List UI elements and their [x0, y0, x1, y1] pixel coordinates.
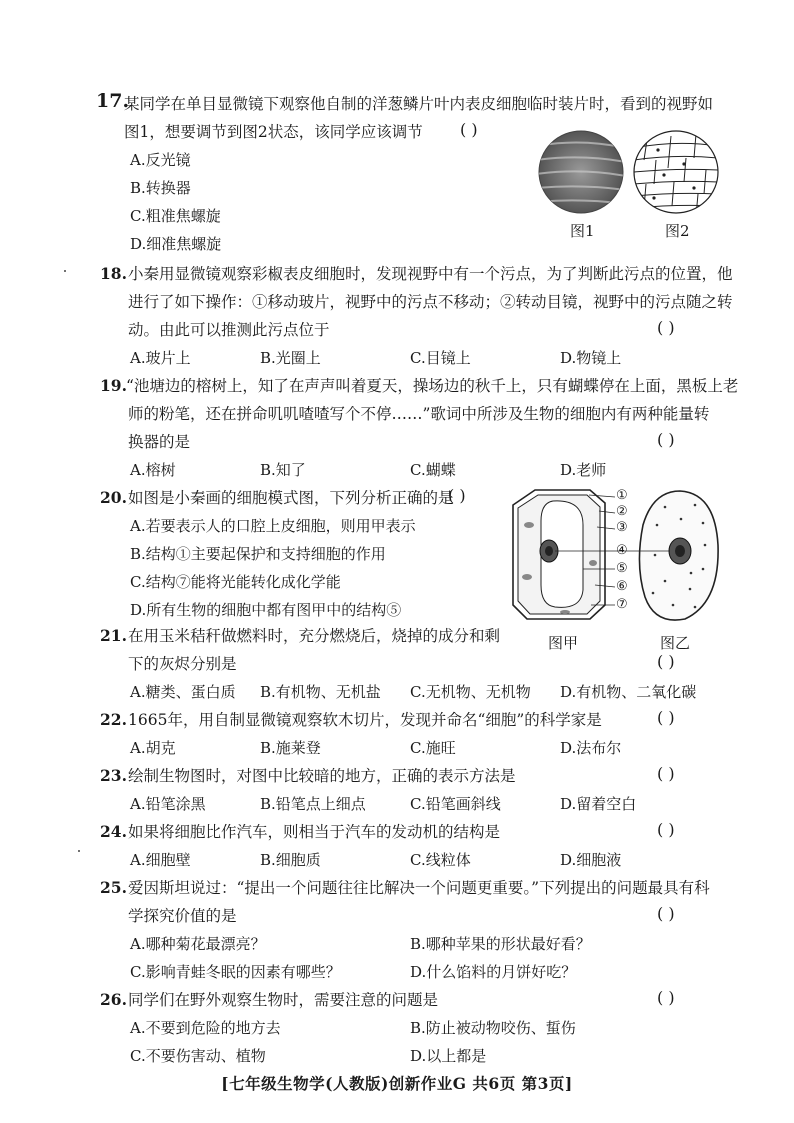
question-text: 1665年，用自制显微镜观察软木切片，发现并命名“细胞”的科学家是 [128, 711, 602, 729]
option-d: D.细准焦螺旋 [130, 235, 222, 253]
label-1: ① [616, 488, 628, 503]
label-6: ⑥ [616, 579, 628, 594]
label-4: ④ [616, 543, 628, 558]
question-text: 进行了如下操作：①移动玻片，视野中的污点不移动；②转动目镜，视野中的污点随之转 [128, 293, 733, 311]
question-number: 21. [100, 626, 127, 645]
option-b: B.铅笔点上细点 [260, 795, 366, 813]
question-text: 爱因斯坦说过：“提出一个问题往往比解决一个问题更重要。”下列提出的问题最具有科 [128, 879, 710, 897]
option-a: A.反光镜 [130, 151, 191, 169]
option-b: B.施莱登 [260, 739, 321, 757]
question-number: 20. [100, 488, 127, 507]
option-a: A.胡克 [130, 739, 176, 757]
option-c: C.影响青蛙冬眠的因素有哪些？ [130, 963, 341, 981]
option-c: C.线粒体 [410, 851, 471, 869]
option-c: C.粗准焦螺旋 [130, 207, 221, 225]
option-d: D.所有生物的细胞中都有图甲中的结构⑤ [130, 601, 402, 619]
option-c: C.无机物、无机物 [410, 683, 531, 701]
figure-1-blurry-view [536, 131, 626, 213]
question-number: 22. [100, 710, 127, 729]
option-b: B.结构①主要起保护和支持细胞的作用 [130, 545, 386, 563]
question-text: 图1，想要调节到图2状态，该同学应该调节 [124, 123, 423, 141]
option-c: C.蝴蝶 [410, 461, 456, 479]
option-a: A.细胞壁 [130, 851, 191, 869]
label-2: ② [616, 504, 628, 519]
option-a: A.铅笔涂黑 [130, 795, 206, 813]
figure-1-caption: 图1 [570, 222, 595, 240]
option-a: A.若要表示人的口腔上皮细胞，则用甲表示 [130, 517, 416, 535]
question-text: 小秦用显微镜观察彩椒表皮细胞时，发现视野中有一个污点，为了判断此污点的位置，他 [128, 265, 733, 283]
option-d: D.老师 [560, 461, 607, 479]
question-number: 18. [100, 264, 127, 283]
option-b: B.细胞质 [260, 851, 321, 869]
question-number: 25. [100, 878, 127, 897]
figure-2-clear-view [634, 131, 718, 216]
answer-blank: ( ) [657, 764, 675, 783]
option-d: D.留着空白 [560, 795, 637, 813]
option-b: B.知了 [260, 461, 306, 479]
answer-blank: ( ) [657, 904, 675, 923]
question-number: 19. [100, 376, 127, 395]
question-text: 动。由此可以推测此污点位于 [128, 321, 330, 339]
option-c: C.铅笔画斜线 [410, 795, 501, 813]
option-b: B.光圈上 [260, 349, 321, 367]
animal-cell-figure [615, 488, 718, 620]
question-text: 如果将细胞比作汽车，则相当于汽车的发动机的结构是 [128, 823, 501, 841]
answer-blank: ( ) [460, 120, 478, 139]
question-number: 17. [96, 90, 130, 112]
page-footer: [七年级生物学(人教版)创新作业G 共6页 第3页] [221, 1074, 573, 1093]
label-7: ⑦ [616, 597, 628, 612]
figure-2-caption: 图2 [665, 222, 690, 240]
figure-a-caption: 图甲 [548, 634, 579, 652]
answer-blank: ( ) [657, 820, 675, 839]
option-d: D.细胞液 [560, 851, 622, 869]
question-text: 在用玉米秸秆做燃料时，充分燃烧后，烧掉的成分和剩 [128, 627, 501, 645]
microscope-view-figures [536, 128, 726, 218]
option-c: C.施旺 [410, 739, 456, 757]
question-text: 如图是小秦画的细胞模式图，下列分析正确的是 [128, 489, 454, 507]
option-a: A.糖类、蛋白质 [130, 683, 236, 701]
option-d: D.以上都是 [410, 1047, 487, 1065]
question-number: 23. [100, 766, 127, 785]
option-b: B.防止被动物咬伤、蜇伤 [410, 1019, 576, 1037]
answer-blank: ( ) [657, 430, 675, 449]
label-5: ⑤ [616, 561, 628, 576]
scan-speck [78, 850, 80, 852]
answer-blank: ( ) [657, 708, 675, 727]
answer-blank: ( ) [448, 486, 466, 505]
question-text: 同学们在野外观察生物时，需要注意的问题是 [128, 991, 439, 1009]
option-d: D.物镜上 [560, 349, 622, 367]
option-b: B.转换器 [130, 179, 191, 197]
question-text: 换器的是 [128, 433, 191, 451]
answer-blank: ( ) [657, 318, 675, 337]
option-c: C.结构⑦能将光能转化成化学能 [130, 573, 341, 591]
option-c: C.目镜上 [410, 349, 471, 367]
option-c: C.不要伤害动、植物 [130, 1047, 266, 1065]
answer-blank: ( ) [657, 652, 675, 671]
plant-cell-figure [513, 490, 615, 619]
scan-speck [64, 270, 66, 272]
label-3: ③ [616, 520, 628, 535]
question-text: 学探究价值的是 [128, 907, 237, 925]
answer-blank: ( ) [657, 988, 675, 1007]
option-d: D.法布尔 [560, 739, 622, 757]
option-a: A.玻片上 [130, 349, 191, 367]
option-a: A.哪种菊花最漂亮？ [130, 935, 266, 953]
question-text: 某同学在单目显微镜下观察他自制的洋葱鳞片叶内表皮细胞临时装片时，看到的视野如 [124, 95, 714, 113]
question-text: 下的灰烬分别是 [128, 655, 237, 673]
question-text: “池塘边的榕树上，知了在声声叫着夏天，操场边的秋千上，只有蝴蝶停在上面，黑板上老 [126, 377, 739, 395]
question-number: 26. [100, 990, 127, 1009]
option-a: A.榕树 [130, 461, 176, 479]
option-d: D.有机物、二氧化碳 [560, 683, 697, 701]
question-number: 24. [100, 822, 127, 841]
option-b: B.哪种苹果的形状最好看？ [410, 935, 591, 953]
question-text: 绘制生物图时，对图中比较暗的地方，正确的表示方法是 [128, 767, 516, 785]
question-text: 师的粉笔，还在拼命叽叽喳喳写个不停……”歌词中所涉及生物的细胞内有两种能量转 [128, 405, 710, 423]
option-a: A.不要到危险的地方去 [130, 1019, 281, 1037]
option-b: B.有机物、无机盐 [260, 683, 381, 701]
option-d: D.什么馅料的月饼好吃？ [410, 963, 577, 981]
figure-b-caption: 图乙 [660, 634, 691, 652]
